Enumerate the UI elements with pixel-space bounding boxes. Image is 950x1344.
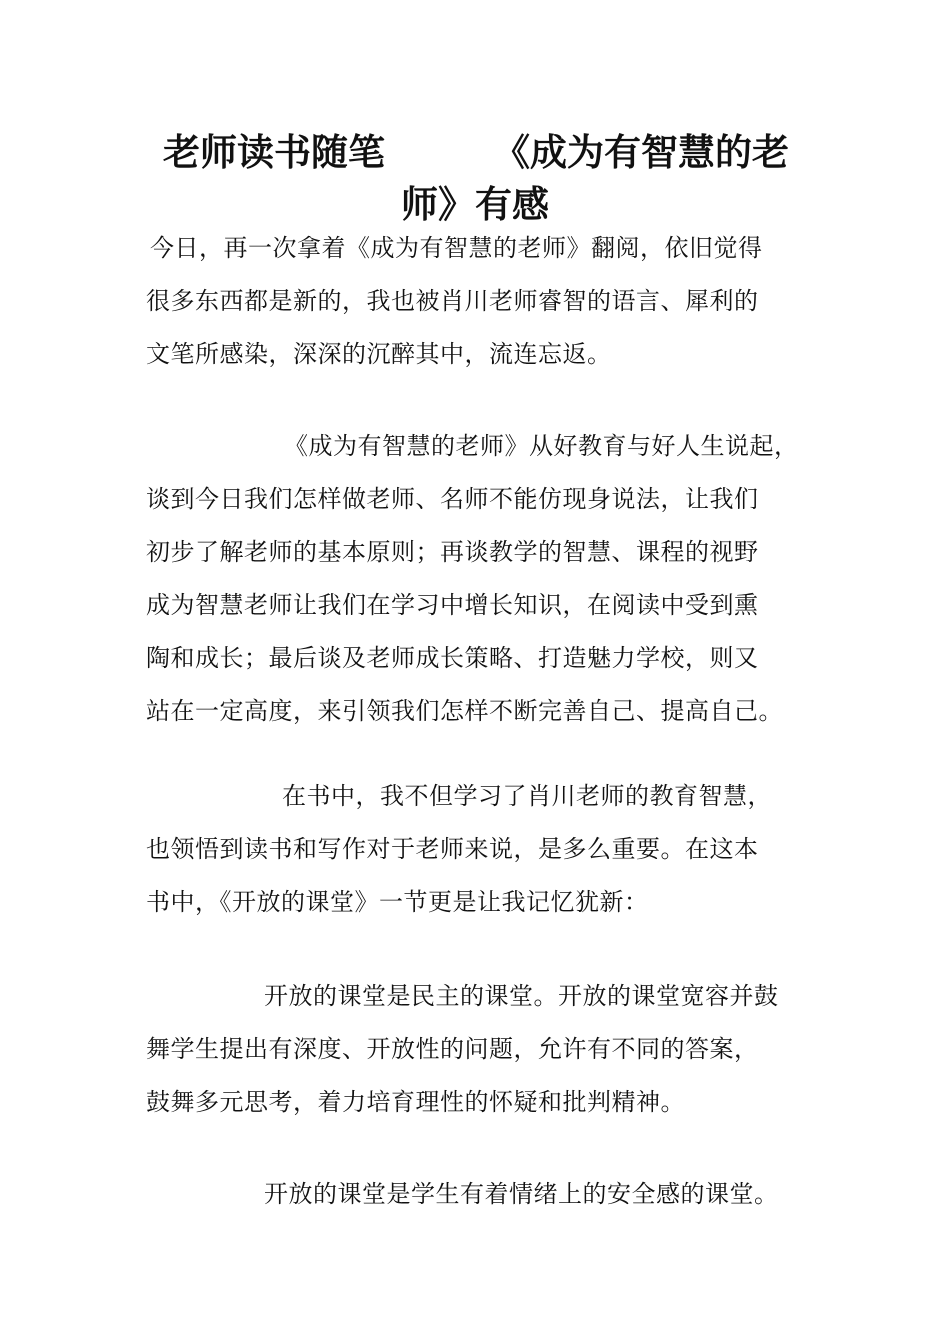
title-line-2: 师》有感 (401, 183, 549, 226)
paragraph-5 (146, 1168, 816, 1221)
paragraph-line: 谈到今日我们怎样做老师、名师不能仿现身说法，让我们 (146, 485, 759, 513)
paragraph-line: 站在一定高度，来引领我们怎样不断完善自己、提高自己。 (146, 697, 783, 725)
paragraph-line: 也领悟到读书和写作对于老师来说，是多么重要。在这本 (146, 835, 759, 863)
title-part-2: 《成为有智慧的老 (493, 131, 789, 174)
paragraph-2 (146, 420, 816, 738)
paragraph-line: 成为智慧老师让我们在学习中增长知识，在阅读中受到熏 (146, 591, 759, 619)
paragraph-4 (146, 970, 816, 1129)
paragraph-line: 书中，《开放的课堂》一节更是让我记忆犹新： (146, 888, 649, 916)
paragraph-line: 很多东西都是新的，我也被肖川老师睿智的语言、犀利的 (146, 287, 759, 315)
paragraph-line: 《成为有智慧的老师》从好教育与好人生说起， (284, 432, 799, 460)
paragraph-line: 文笔所感染，深深的沉醉其中，流连忘返。 (146, 340, 612, 368)
paragraph-line: 鼓舞多元思考，着力培育理性的怀疑和批判精神。 (146, 1088, 685, 1116)
paragraph-line: 开放的课堂是民主的课堂。开放的课堂宽容并鼓 (264, 982, 779, 1010)
title-part-1: 老师读书随笔 (163, 131, 385, 174)
paragraph-line: 今日，再一次拿着《成为有智慧的老师》翻阅，依旧觉得 (150, 234, 763, 262)
paragraph-1 (146, 222, 816, 381)
paragraph-line: 开放的课堂是学生有着情绪上的安全感的课堂。 (264, 1180, 779, 1208)
paragraph-line: 陶和成长；最后谈及老师成长策略、打造魅力学校，则又 (146, 644, 759, 672)
paragraph-3 (146, 770, 816, 929)
paragraph-line: 初步了解老师的基本原则；再谈教学的智慧、课程的视野 (146, 538, 759, 566)
paragraph-line: 舞学生提出有深度、开放性的问题，允许有不同的答案， (146, 1035, 759, 1063)
paragraph-line: 在书中，我不但学习了肖川老师的教育智慧， (282, 782, 772, 810)
